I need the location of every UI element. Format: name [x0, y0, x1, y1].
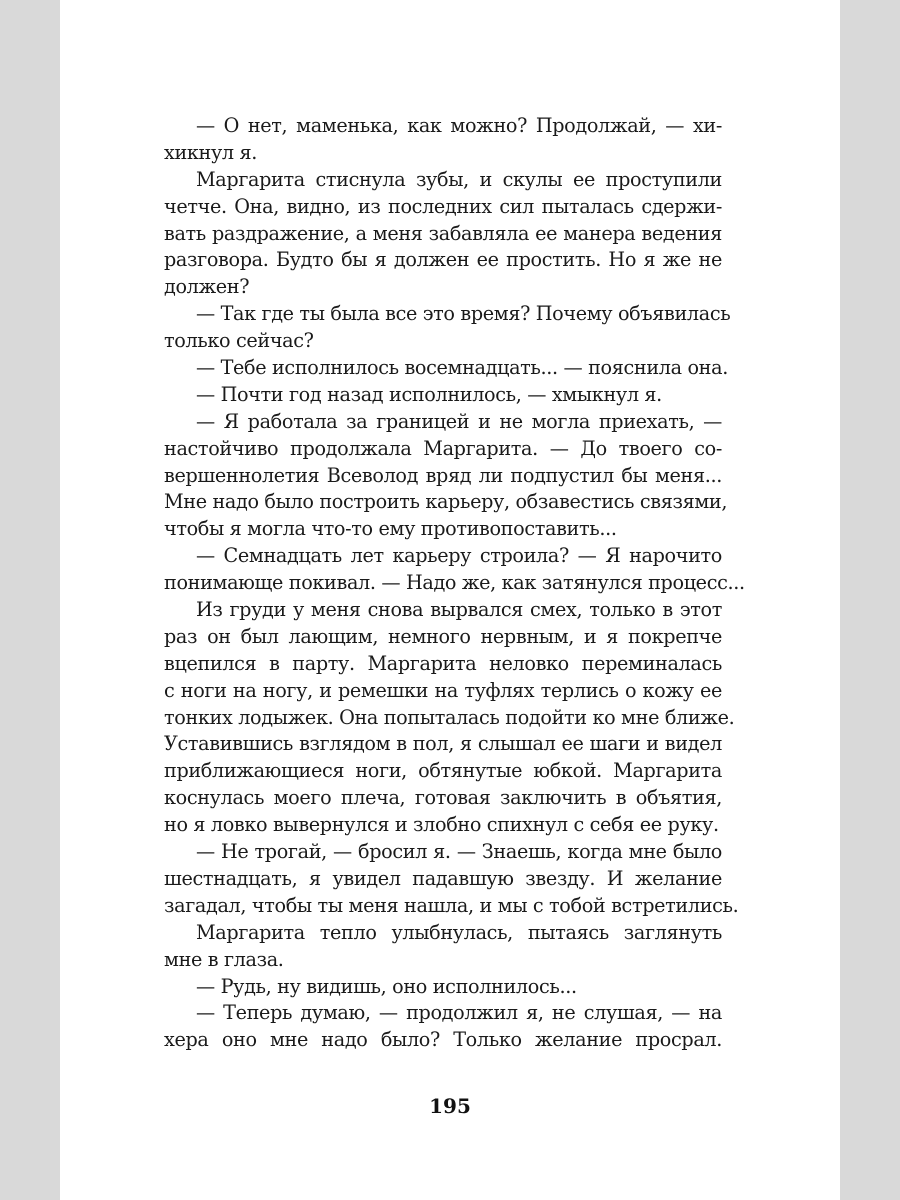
- text-line: мне в глаза.: [164, 947, 284, 971]
- text-line: с ноги на ногу, и ремешки на туфлях терлись о кожу ее: [164, 678, 722, 702]
- text-line: Из груди у меня снова вырвался смех, только в этот: [196, 598, 722, 622]
- text-line: чтобы я могла что-то ему противопоставить...: [164, 517, 617, 541]
- book-page: [60, 0, 840, 1200]
- text-line: коснулась моего плеча, готовая заключить в объятия,: [164, 786, 722, 810]
- text-line: загадал, чтобы ты меня нашла, и мы с тобой встретились.: [164, 893, 739, 917]
- text-line: Уставившись взглядом в пол, я слышал ее шаги и видел: [164, 732, 722, 756]
- text-line: Маргарита тепло улыбнулась, пытаясь заглянуть: [196, 920, 722, 944]
- text-line: четче. Она, видно, из последних сил пыталась сдержи-: [164, 194, 722, 218]
- text-line: вать раздражение, а меня забавляла ее манера ведения: [164, 221, 722, 245]
- text-line: — Тебе исполнилось восемнадцать... — пояснила она.: [196, 356, 728, 380]
- text-line: — Рудь, ну видишь, оно исполнилось...: [196, 974, 577, 998]
- text-line: — Так где ты была все это время? Почему объявилась: [196, 302, 731, 326]
- text-line: раз он был лающим, немного нервным, и я покрепче: [164, 624, 722, 648]
- text-line: — Я работала за границей и не могла приехать, —: [196, 409, 722, 433]
- text-line: понимающе покивал. — Надо же, как затянулся процесс...: [164, 571, 745, 595]
- text-line: хера оно мне надо было? Только желание просрал.: [164, 1028, 722, 1052]
- text-line: — О нет, маменька, как можно? Продолжай, — хи-: [196, 114, 722, 137]
- text-line: тонких лодыжек. Она попыталась подойти ко мне ближе.: [164, 705, 735, 729]
- text-line: шестнадцать, я увидел падавшую звезду. И желание: [164, 866, 722, 890]
- text-line: — Не трогай, — бросил я. — Знаешь, когда мне было: [196, 840, 722, 864]
- text-line: приближающиеся ноги, обтянутые юбкой. Маргарита: [164, 759, 722, 783]
- text-line: — Теперь думаю, — продолжил я, не слушая, — на: [196, 1001, 722, 1025]
- text-line: Мне надо было построить карьеру, обзавестись связями,: [164, 490, 728, 514]
- text-line: Маргарита стиснула зубы, и скулы ее проступили: [196, 167, 722, 191]
- text-line: хикнул я.: [164, 140, 258, 164]
- page-number: 195: [429, 1094, 471, 1118]
- text-line: но я ловко вывернулся и злобно спихнул с себя ее руку.: [164, 813, 719, 837]
- text-line: только сейчас?: [164, 329, 314, 353]
- text-line: настойчиво продолжала Маргарита. — До твоего со-: [164, 436, 722, 460]
- text-line: разговора. Будто бы я должен ее простить. Но я же не: [164, 248, 722, 272]
- text-line: вцепился в парту. Маргарита неловко переминалась: [164, 651, 722, 675]
- text-line: вершеннолетия Всеволод вряд ли подпустил бы меня...: [164, 463, 722, 487]
- body-text: [164, 113, 745, 1054]
- text-line: должен?: [164, 275, 250, 299]
- text-line: — Почти год назад исполнилось, — хмыкнул я.: [196, 382, 662, 406]
- text-line: — Семнадцать лет карьеру строила? — Я нарочито: [196, 544, 722, 568]
